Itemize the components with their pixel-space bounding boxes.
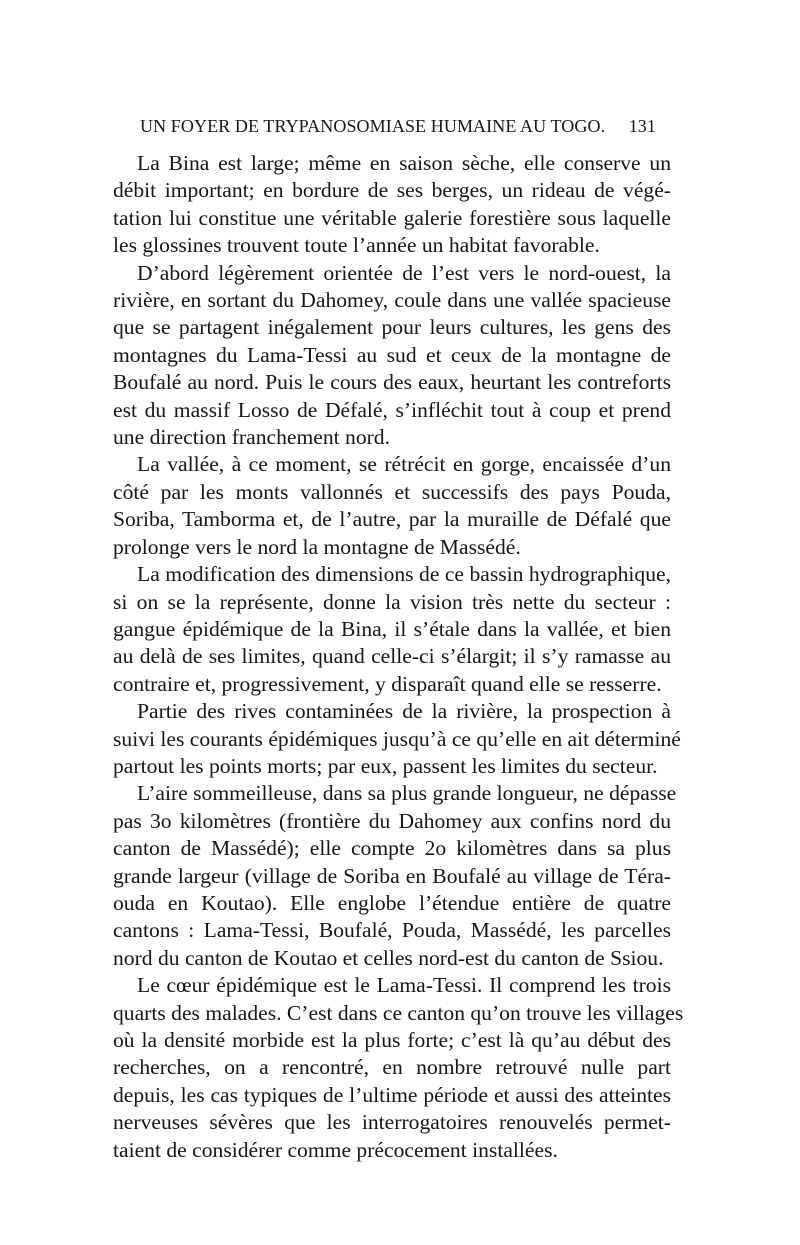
text-line: prolonge vers le nord la montagne de Massédé. xyxy=(113,534,521,559)
text-line: une direction franchement nord. xyxy=(113,425,391,450)
text-line: si on se la représente, donne la vision très nette du secteur : xyxy=(113,589,671,614)
text-line: La Bina est large; même en saison sèche, elle conserve un xyxy=(137,151,671,175)
text-line: D’abord légèrement orientée de l’est vers le nord-ouest, la xyxy=(137,260,671,285)
text-line: Le cœur épidémique est le Lama-Tessi. Il comprend les trois xyxy=(137,973,671,998)
paragraph xyxy=(113,561,671,698)
paragraph xyxy=(113,451,671,561)
text-line: pas 3o kilomètres (frontière du Dahomey aux confins nord du xyxy=(113,808,671,833)
text-line: gangue épidémique de la Bina, il s’étale dans la vallée, et bien xyxy=(113,616,671,641)
paragraph xyxy=(113,780,677,972)
text-line: au delà de ses limites, quand celle-ci s’élargit; il s’y ramasse au xyxy=(113,644,671,669)
running-head xyxy=(140,116,656,146)
text-line: depuis, les cas typiques de l’ultime période et aussi des atteintes xyxy=(113,1082,671,1107)
text-line: Boufalé au nord. Puis le cours des eaux, heurtant les contreforts xyxy=(113,370,671,395)
paragraph xyxy=(113,698,681,780)
paragraph xyxy=(113,972,684,1164)
text-line: grande largeur (village de Soriba en Boufalé au village de Téra- xyxy=(113,863,671,888)
text-line: Partie des rives contaminées de la rivière, la prospection à xyxy=(137,699,671,724)
text-line: partout les points morts; par eux, passent les limites du secteur. xyxy=(113,753,658,778)
text-line: côté par les monts vallonnés et successifs des pays Pouda, xyxy=(113,479,671,504)
text-line: ouda en Koutao). Elle englobe l’étendue entière de quatre xyxy=(113,890,671,915)
text-line: taient de considérer comme précocement installées. xyxy=(113,1137,558,1162)
text-line: suivi les courants épidémiques jusqu’à ce qu’elle en ait déterminé xyxy=(113,726,681,751)
text-line: Soriba, Tamborma et, de l’autre, par la muraille de Défalé que xyxy=(113,507,671,532)
text-line: La modification des dimensions de ce bassin hydrographique, xyxy=(137,562,671,587)
text-line: cantons : Lama-Tessi, Boufalé, Pouda, Massédé, les parcelles xyxy=(113,918,671,943)
text-line: débit important; en bordure de ses berges, un rideau de végé- xyxy=(113,178,671,203)
paragraph xyxy=(113,260,671,452)
text-line: L’aire sommeilleuse, dans sa plus grande longueur, ne dépasse xyxy=(137,781,677,806)
running-head-title: UN FOYER DE TRYPANOSOMIASE HUMAINE AU TOGO. xyxy=(140,116,606,136)
page-number: 131 xyxy=(628,116,656,136)
text-line: rivière, en sortant du Dahomey, coule dans une vallée spacieuse xyxy=(113,288,671,313)
text-line: que se partagent inégalement pour leurs cultures, les gens des xyxy=(113,315,671,340)
text-line: les glossines trouvent toute l’année un habitat favorable. xyxy=(113,233,600,258)
text-line: quarts des malades. C’est dans ce canton qu’on trouve les villages xyxy=(113,1000,684,1025)
paragraph xyxy=(113,150,671,260)
text-line: La vallée, à ce moment, se rétrécit en gorge, encaissée d’un xyxy=(137,452,671,477)
body-text xyxy=(113,150,684,1164)
text-line: recherches, on a rencontré, en nombre retrouvé nulle part xyxy=(113,1055,671,1080)
text-line: nerveuses sévères que les interrogatoires renouvelés permet- xyxy=(113,1110,671,1135)
text-line: montagnes du Lama-Tessi au sud et ceux de la montagne de xyxy=(113,342,671,367)
text-line: contraire et, progressivement, y disparaît quand elle se resserre. xyxy=(113,671,662,696)
text-line: canton de Massédé); elle compte 2o kilomètres dans sa plus xyxy=(113,836,671,861)
text-line: est du massif Losso de Défalé, s’infléchit tout à coup et prend xyxy=(113,397,671,422)
text-line: nord du canton de Koutao et celles nord-est du canton de Ssiou. xyxy=(113,945,664,970)
text-line: tation lui constitue une véritable galerie forestière sous laquelle xyxy=(113,205,671,230)
text-line: où la densité morbide est la plus forte; c’est là qu’au début des xyxy=(113,1028,671,1052)
